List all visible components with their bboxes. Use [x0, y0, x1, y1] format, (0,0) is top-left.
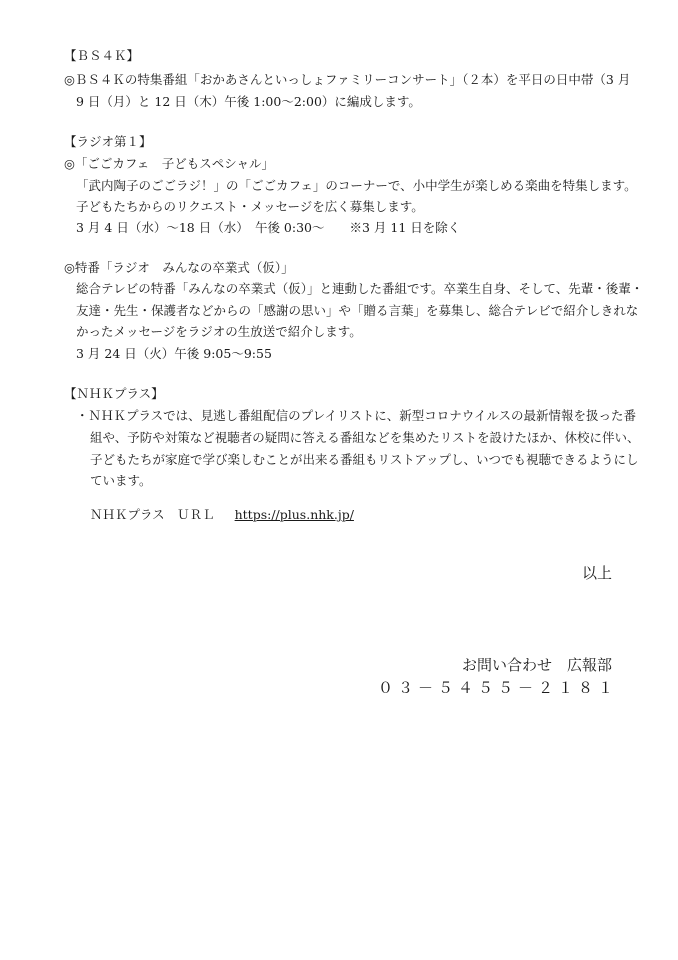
section-heading: 【ＢＳ４Ｋ】: [64, 48, 140, 63]
program-title: ◎「ごごカフェ 子どもスペシャル」: [64, 156, 275, 171]
paragraph-line: 9 日（月）と 12 日（木）午後 1:00〜2:00）に編成します。: [76, 94, 421, 109]
paragraph-line: 子どもたちが家庭で学び楽しむことが出来る番組もリストアップし、いつでも視聴できるようにし: [90, 452, 639, 467]
closing-mark: 以上: [581, 564, 612, 582]
paragraph-line: ています。: [90, 473, 152, 488]
section-heading: 【ラジオ第１】: [64, 134, 152, 149]
url-label: ＮＨＫプラス ＵＲＬ: [90, 507, 215, 522]
program-schedule: 3 月 4 日（水）〜18 日（水） 午後 0:30〜 ※3 月 11 日を除く: [76, 220, 461, 235]
paragraph-line: 「武内陶子のごごラジ！」の「ごごカフェ」のコーナーで、小中学生が楽しめる楽曲を特集します。: [76, 178, 637, 193]
section-heading: 【ＮＨＫプラス】: [64, 386, 164, 401]
nhkplus-link[interactable]: https://plus.nhk.jp/: [234, 507, 354, 522]
paragraph-line: 総合テレビの特番「みんなの卒業式（仮）」と連動した番組です。卒業生自身、そして、先輩・後輩・: [76, 281, 644, 296]
paragraph-line: かったメッセージをラジオの生放送で紹介します。: [76, 324, 362, 339]
url-row: [90, 509, 354, 522]
paragraph-line: 友達・先生・保護者などからの「感謝の思い」や「贈る言葉」を募集し、総合テレビで紹介しきれな: [76, 303, 639, 318]
contact-phone: ０３－５４５５－２１８１: [377, 679, 618, 697]
paragraph-line: 子どもたちからのリクエスト・メッセージを広く募集します。: [76, 199, 424, 214]
contact-label: お問い合わせ 広報部: [461, 656, 612, 674]
program-title: ◎特番「ラジオ みんなの卒業式（仮）」: [64, 260, 294, 275]
paragraph-line: ・ＮＨＫプラスでは、見逃し番組配信のプレイリストに、新型コロナウイルスの最新情報を扱った番: [76, 408, 637, 423]
program-schedule: 3 月 24 日（火）午後 9:05〜9:55: [76, 346, 272, 361]
paragraph-line: ◎ＢＳ４Ｋの特集番組「おかあさんといっしょファミリーコンサート」（２本）を平日の日中帯（3 月: [64, 72, 631, 87]
paragraph-line: 組や、予防や対策など視聴者の疑問に答える番組などを集めたリストを設けたほか、休校に伴い、: [90, 430, 640, 445]
